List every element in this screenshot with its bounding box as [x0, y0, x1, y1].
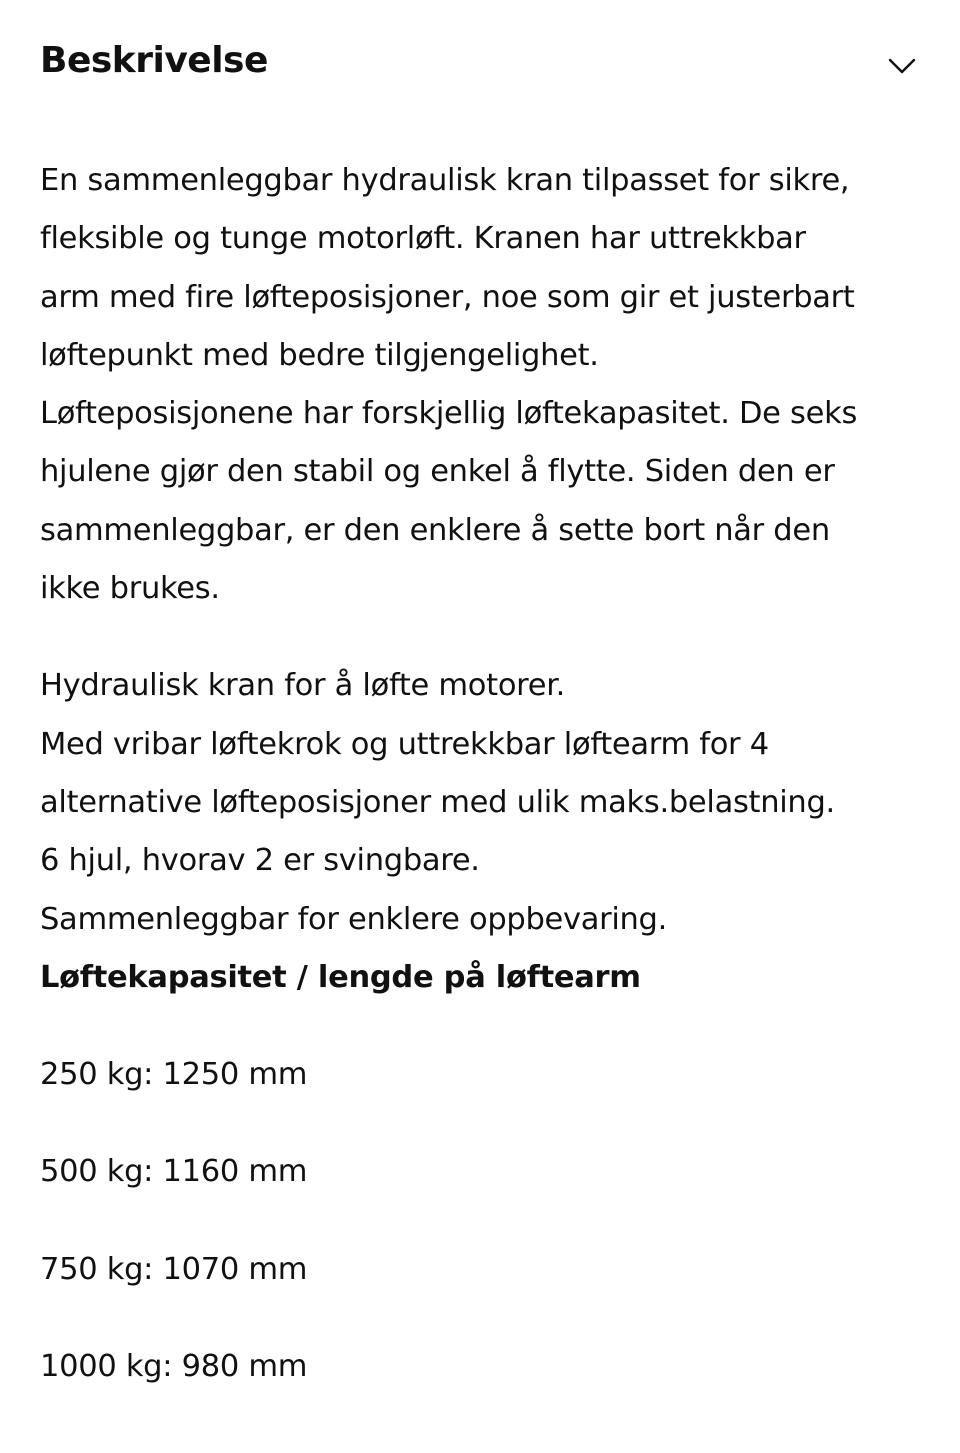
text-line: Løfteposisjonene har forskjellig løftekapasitet. De seks [40, 396, 858, 432]
specs-heading: Løftekapasitet / lengde på løftearm [40, 959, 641, 995]
text-line: En sammenleggbar hydraulisk kran tilpasset for sikre, [40, 163, 850, 198]
text-line: Sammenleggbar for enklere oppbevaring. [40, 901, 668, 937]
text-line: arm med fire løfteposisjoner, noe som gir et justerbart [40, 279, 855, 315]
text-line: Med vribar løftekrok og uttrekkbar løftearm for 4 [40, 726, 769, 762]
spec-item: 500 kg: 1160 mm [40, 1154, 308, 1190]
description-body [40, 152, 930, 1435]
text-line: ikke brukes. [40, 571, 220, 607]
text-line: alternative løfteposisjoner med ulik maks.belastning. [40, 784, 835, 820]
spec-item: 250 kg: 1250 mm [40, 1057, 308, 1093]
chevron-down-icon[interactable] [884, 52, 920, 80]
description-paragraph-2 [40, 657, 930, 1007]
text-line: fleksible og tunge motorløft. Kranen har uttrekkbar [40, 221, 806, 257]
text-line: sammenleggbar, er den enklere å sette bort når den [40, 512, 830, 548]
spec-item: 750 kg: 1070 mm [40, 1251, 308, 1287]
text-line: hjulene gjør den stabil og enkel å flytte. Siden den er [40, 454, 835, 490]
description-paragraph-1 [40, 152, 930, 618]
specs-list [40, 1046, 930, 1396]
section-title: Beskrivelse [40, 40, 268, 81]
text-line: løftepunkt med bedre tilgjengelighet. [40, 337, 599, 373]
text-line: Hydraulisk kran for å løfte motorer. [40, 668, 566, 704]
spec-item: 1000 kg: 980 mm [40, 1349, 308, 1385]
text-line: 6 hjul, hvorav 2 er svingbare. [40, 843, 480, 879]
description-section-header[interactable] [0, 0, 960, 120]
